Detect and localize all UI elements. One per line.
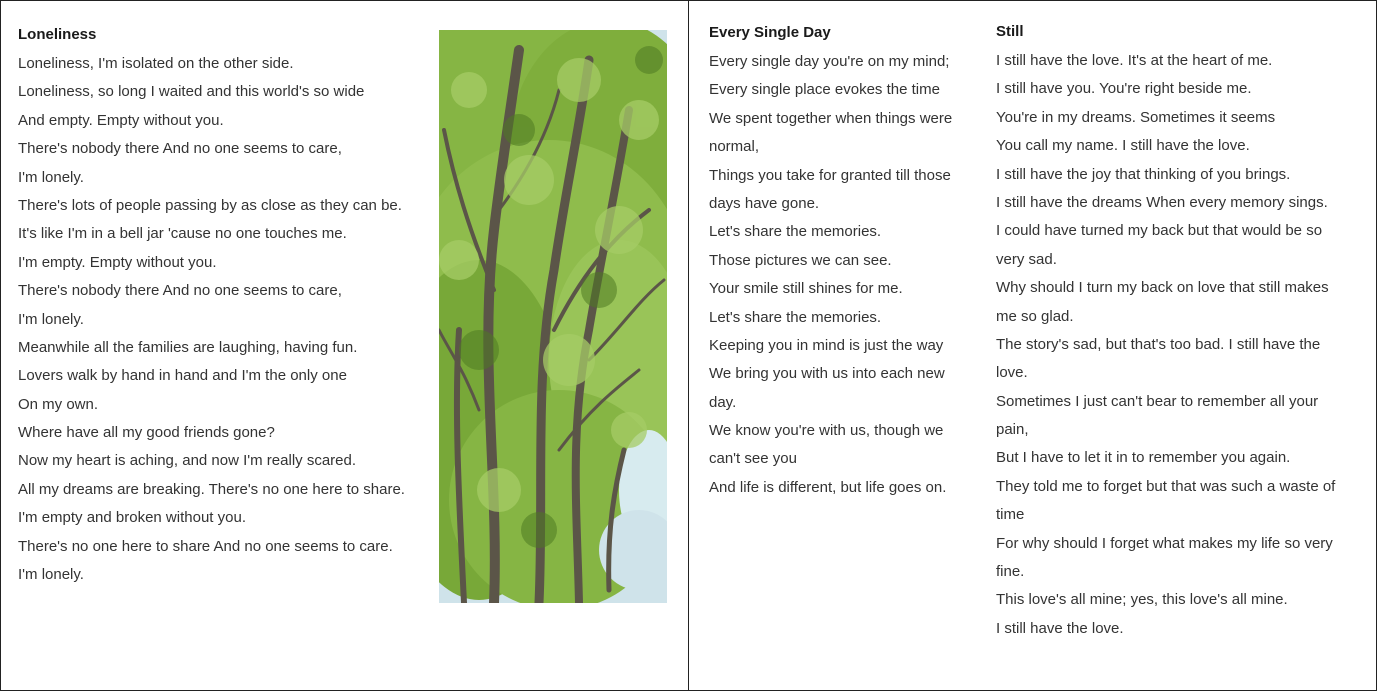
- poem-line: Lovers walk by hand in hand and I'm the only one: [18, 367, 347, 385]
- poem-line: And life is different, but life goes on.: [709, 478, 947, 496]
- poem-line: Keeping you in mind is just the way: [709, 336, 944, 354]
- poem-line: I'm lonely.: [18, 168, 84, 186]
- poem-line: fine.: [996, 563, 1025, 581]
- poem-line: Now my heart is aching, and now I'm really scared.: [18, 452, 357, 470]
- poem-line: But I have to let it in to remember you again.: [996, 449, 1291, 467]
- poem-line: Meanwhile all the families are laughing, having fun.: [18, 338, 358, 356]
- poem-line: You're in my dreams. Sometimes it seems: [996, 108, 1276, 126]
- poem-every-single-day: [709, 20, 977, 502]
- poem-line: normal,: [709, 138, 760, 156]
- poem-title: Every Single Day: [709, 24, 831, 41]
- poem-line: Loneliness, so long I waited and this world's so wide: [18, 83, 365, 101]
- poem-line: Every single place evokes the time: [709, 81, 940, 99]
- poem-line: There's nobody there And no one seems to care,: [18, 140, 342, 158]
- poem-line: I still have you. You're right beside me.: [996, 80, 1252, 98]
- poem-line: Every single day you're on my mind;: [709, 53, 950, 70]
- poem-line: For why should I forget what makes my life so very: [996, 534, 1333, 552]
- poem-line: Let's share the memories.: [709, 223, 882, 241]
- poem-line: On my own.: [18, 395, 99, 413]
- poem-line: I could have turned my back but that would be so: [996, 222, 1323, 240]
- poem-line: can't see you: [709, 450, 797, 468]
- poem-line: This love's all mine; yes, this love's all mine.: [996, 591, 1288, 609]
- poem-line: They told me to forget but that was such a waste of: [996, 477, 1336, 495]
- poem-line: I'm empty. Empty without you.: [18, 253, 217, 271]
- poem-line: Loneliness, I'm isolated on the other side.: [18, 55, 294, 72]
- poem-line: love.: [996, 364, 1028, 382]
- poem-line: There's nobody there And no one seems to care,: [18, 282, 342, 300]
- poem-line: Where have all my good friends gone?: [18, 424, 275, 442]
- poem-line: pain,: [996, 421, 1029, 439]
- tree-photo-illustration: [439, 30, 667, 603]
- poem-line: It's like I'm in a bell jar 'cause no one touches me.: [18, 225, 347, 243]
- poem-line: There's lots of people passing by as close as they can be.: [18, 196, 402, 214]
- poem-line: Let's share the memories.: [709, 308, 882, 326]
- poem-still: [996, 19, 1366, 643]
- poem-line: I still have the love.: [996, 619, 1124, 637]
- poem-line: We know you're with us, though we: [709, 422, 944, 440]
- poem-lines: [709, 48, 977, 502]
- poem-line: me so glad.: [996, 307, 1074, 325]
- poem-line: time: [996, 506, 1025, 524]
- tree-canopy-photo: [439, 30, 667, 603]
- page-divider: [688, 1, 689, 690]
- poem-title: Still: [996, 23, 1024, 40]
- poem-line: I'm lonely.: [18, 310, 84, 328]
- poem-lines: [18, 50, 438, 589]
- poem-line: day.: [709, 393, 737, 411]
- poem-line: I still have the love. It's at the heart of me.: [996, 52, 1273, 69]
- poem-line: Those pictures we can see.: [709, 251, 892, 269]
- poem-line: There's no one here to share And no one seems to care.: [18, 537, 393, 555]
- poem-line: We spent together when things were: [709, 109, 953, 127]
- poem-line: Sometimes I just can't bear to remember all your: [996, 392, 1319, 410]
- poem-line: The story's sad, but that's too bad. I still have the: [996, 335, 1321, 353]
- poem-lines: [996, 47, 1366, 643]
- poem-line: All my dreams are breaking. There's no one here to share.: [18, 480, 405, 498]
- poem-line: Why should I turn my back on love that still makes: [996, 279, 1329, 297]
- poem-line: Things you take for granted till those: [709, 166, 951, 184]
- poem-line: Your smile still shines for me.: [709, 280, 903, 298]
- poem-line: I still have the dreams When every memory sings.: [996, 193, 1328, 211]
- poem-line: I still have the joy that thinking of you brings.: [996, 165, 1291, 183]
- poem-line: days have gone.: [709, 194, 820, 212]
- poem-line: I'm empty and broken without you.: [18, 509, 246, 527]
- poem-line: very sad.: [996, 250, 1057, 268]
- poem-loneliness: [18, 22, 438, 589]
- poem-line: You call my name. I still have the love.: [996, 137, 1250, 155]
- poem-line: We bring you with us into each new: [709, 365, 945, 383]
- poem-line: And empty. Empty without you.: [18, 111, 224, 129]
- poem-line: I'm lonely.: [18, 566, 84, 584]
- poem-title: Loneliness: [18, 26, 97, 43]
